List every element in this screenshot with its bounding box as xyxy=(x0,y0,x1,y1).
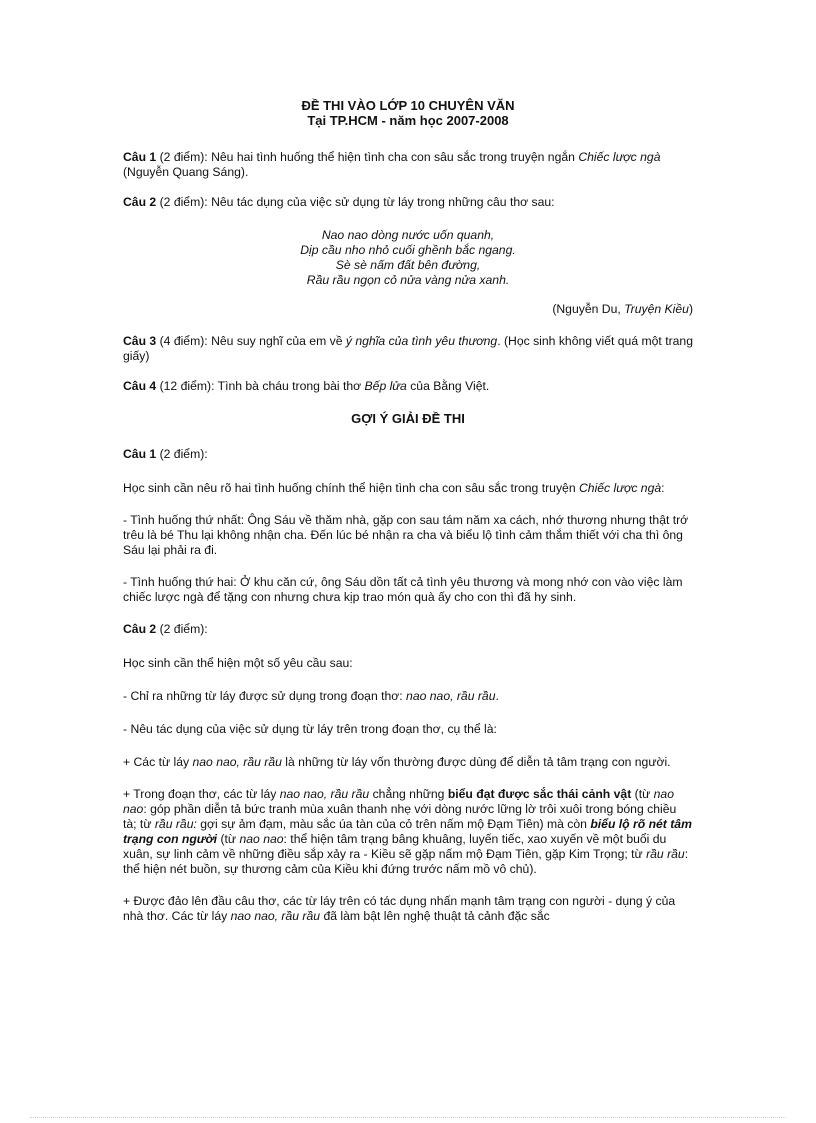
poem-line: Dịp cầu nho nhỏ cuối ghềnh bắc ngang. xyxy=(300,243,516,257)
question-2-label: Câu 2 xyxy=(123,195,157,209)
question-1-work: Chiếc lược ngà xyxy=(578,150,661,164)
answer-2-point-4-w4: rầu rầu xyxy=(646,847,685,861)
question-2 xyxy=(123,195,693,210)
question-1-label: Câu 1 xyxy=(123,150,157,164)
answer-2-point-5-a: + Được đảo lên đầu câu thơ, các từ láy trên có tác dụng nhấn mạnh tâm trạng con người - dụng ý của nhà thơ. Các từ láy xyxy=(123,894,676,923)
answer-2-point-4-bold: biểu đạt được sắc thái cảnh vật xyxy=(447,787,632,801)
question-4-label: Câu 4 xyxy=(123,379,157,393)
answer-2-point-5-b: đã làm bật lên nghệ thuật tả cảnh đặc sắc xyxy=(320,909,550,923)
answer-2-point-4-w2: rầu rầu: xyxy=(154,817,197,831)
question-4-points: (12 điểm) xyxy=(159,379,212,393)
answer-2-point-4-w3: nao nao xyxy=(239,832,284,846)
answer-2-point-1 xyxy=(123,689,693,704)
source-work: Truyện Kiều xyxy=(624,302,689,316)
answer-2-label: Câu 2 xyxy=(123,622,157,636)
question-2-text: : Nêu tác dụng của việc sử dụng từ láy trong những câu thơ sau: xyxy=(204,195,555,209)
answers-title: GỢI Ý GIẢI ĐỀ THI xyxy=(351,411,465,426)
answer-2-points: (2 điểm): xyxy=(156,622,208,636)
answer-2-point-5-words: nao nao, rầu rầu xyxy=(230,909,321,923)
answer-2-point-2: - Nêu tác dụng của việc sử dụng từ láy trên trong đoạn thơ, cụ thể là: xyxy=(123,722,497,736)
question-4-tail: của Bằng Việt. xyxy=(406,379,490,393)
poem-line: Rầu rầu ngọn cỏ nửa vàng nửa xanh. xyxy=(306,273,510,287)
answer-2-point-4-w1: nao nao xyxy=(123,787,674,816)
question-2-points: (2 điểm) xyxy=(159,195,205,209)
poem-line: Nao nao dòng nước uốn quanh, xyxy=(321,228,495,242)
exam-subtitle: Tại TP.HCM - năm học 2007-2008 xyxy=(307,113,509,128)
answer-1-point-2: - Tình huống thứ hai: Ở khu căn cứ, ông Sáu dồn tất cả tình yêu thương và mong nhớ con vào việc làm chiếc lược ngà để tặng con nhưng chưa kịp trao món quà ấy cho con thì đã hy sinh. xyxy=(123,575,683,604)
answer-2-point-3-a: + Các từ láy xyxy=(123,755,193,769)
answer-1-intro-text: Học sinh cần nêu rõ hai tình huống chính thể hiện tình cha con sâu sắc trong truyện xyxy=(123,481,579,495)
answer-2-point-3 xyxy=(123,755,693,770)
question-3-label: Câu 3 xyxy=(123,334,157,348)
answer-2-point-4-b: chẳng những xyxy=(369,787,448,801)
source-prefix: (Nguyễn Du, xyxy=(552,302,625,316)
exam-title: ĐỀ THI VÀO LỚP 10 CHUYÊN VĂN xyxy=(301,98,515,113)
source-suffix: ) xyxy=(688,302,693,316)
answer-2-heading xyxy=(123,622,693,637)
answer-1-heading xyxy=(123,447,693,462)
answer-2-point-4-g: : thể hiện tâm trạng bâng khuâng, luyến tiếc, xao xuyến về một buổi du xuân, sự linh cảm về những điều sắp xảy ra - Kiều sẽ gặp nấm mộ Đạm Tiên, gặp Kim Trọng; từ xyxy=(123,832,667,861)
answer-2-point-4-h: : thể hiện nét buồn, sự thương cảm của Kiều khi đứng trước nấm mồ vô chủ). xyxy=(123,847,689,876)
answer-2-point-4-f: (từ xyxy=(217,832,240,846)
poem-source xyxy=(123,302,693,317)
answer-1-label: Câu 1 xyxy=(123,447,157,461)
answer-2-point-4-d: : góp phần diễn tả bức tranh mùa xuân thanh nhẹ với dòng nước lững lờ trôi xuôi trong bóng chiều tà; từ xyxy=(123,802,677,831)
answer-2-point-4-c: (từ xyxy=(631,787,654,801)
answer-2-point-4 xyxy=(123,787,693,877)
answer-2-point-3-words: nao nao, rầu rầu xyxy=(192,755,282,769)
question-3 xyxy=(123,334,693,364)
question-4-text: : Tình bà cháu trong bài thơ xyxy=(211,379,365,393)
answer-2-point-1-text: - Chỉ ra những từ láy được sử dụng trong đoạn thơ: xyxy=(123,689,407,703)
answer-1-intro-tail: : xyxy=(661,481,665,495)
question-3-points: (4 điểm) xyxy=(159,334,205,348)
answer-2-point-4-bold2: biểu lộ rõ nét tâm trạng con người xyxy=(123,817,692,846)
answer-2-intro: Học sinh cần thể hiện một số yêu cầu sau: xyxy=(123,656,353,670)
answer-1-intro xyxy=(123,481,693,496)
answer-2-point-1-tail: . xyxy=(495,689,499,703)
question-1-points: (2 điểm) xyxy=(159,150,205,164)
question-3-topic: ý nghĩa của tình yêu thương xyxy=(345,334,498,348)
answer-1-point-1: - Tình huống thứ nhất: Ông Sáu về thăm nhà, gặp con sau tám năm xa cách, nhớ thương nhưng thật trớ trêu là bé Thu lại không nhận cha. Đến lúc bé nhận ra cha và biểu lộ tình cảm thắm thiết với cha thì ông Sáu lại phải ra đi. xyxy=(123,513,689,557)
question-4 xyxy=(123,379,693,394)
page-footer-divider xyxy=(30,1117,786,1118)
question-3-text: : Nêu suy nghĩ của em về xyxy=(204,334,346,348)
answer-2-point-3-b: là những từ láy vốn thường được dùng để diễn tả tâm trạng con người. xyxy=(281,755,671,769)
answer-2-point-4-words: nao nao, rầu rầu xyxy=(279,787,370,801)
question-1-author: (Nguyễn Quang Sáng). xyxy=(123,165,249,179)
document-page xyxy=(123,98,693,924)
answer-1-intro-work: Chiếc lược ngà xyxy=(578,481,662,495)
answer-2-point-4-e: gợi sự ảm đạm, màu sắc úa tàn của cỏ trên nấm mộ Đạm Tiên) mà còn xyxy=(196,817,591,831)
answer-2-point-5 xyxy=(123,894,693,924)
answer-1-points: (2 điểm): xyxy=(156,447,208,461)
question-3-tail: . (Học sinh không viết quá một trang giấy) xyxy=(123,334,693,363)
poem-line: Sè sè nấm đất bên đường, xyxy=(335,258,481,272)
answer-2-point-4-a: + Trong đoạn thơ, các từ láy xyxy=(123,787,280,801)
answer-2-point-1-words: nao nao, rầu rầu xyxy=(406,689,496,703)
question-4-work: Bếp lửa xyxy=(364,379,407,393)
question-1 xyxy=(123,150,693,180)
title-block xyxy=(123,98,693,128)
poem xyxy=(123,228,693,288)
question-1-text: : Nêu hai tình huống thể hiện tình cha con sâu sắc trong truyện ngắn xyxy=(204,150,579,164)
